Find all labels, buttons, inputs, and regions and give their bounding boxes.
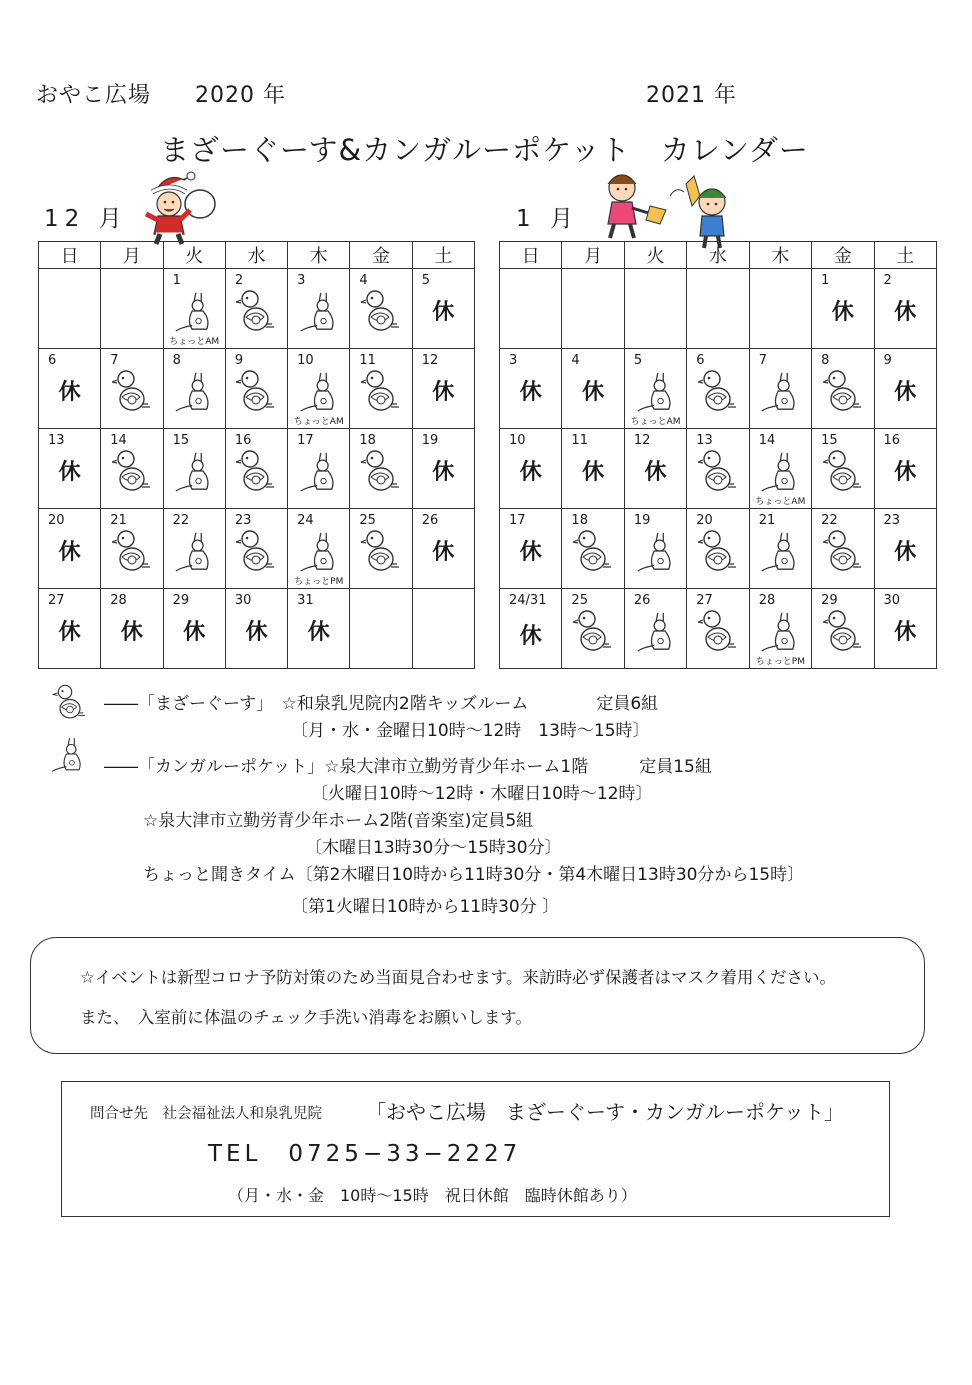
mother-goose-icon	[823, 367, 863, 415]
legend-kangaroo: ――「カンガルーポケット」☆泉大津市立勤労青少年ホーム1階 定員15組	[104, 757, 712, 777]
kangaroo-icon	[636, 367, 676, 415]
closed-mark: 休	[432, 540, 455, 565]
kids-illustration	[596, 166, 744, 250]
closed-mark: 休	[120, 620, 143, 645]
calendar-day-cell	[874, 429, 936, 509]
closed-mark: 休	[894, 540, 917, 565]
mother-goose-icon	[112, 447, 152, 495]
day-number: 8	[172, 353, 181, 368]
closed-mark: 休	[58, 620, 81, 645]
weekday-header: 日	[39, 242, 101, 269]
day-number: 11	[359, 353, 376, 368]
day-number: 4	[359, 273, 368, 288]
calendar-day-cell	[225, 509, 287, 589]
calendar-week-row	[39, 349, 475, 429]
mother-goose-icon	[361, 287, 401, 335]
calendar-day-cell	[812, 429, 874, 509]
calendar-day-cell	[288, 349, 350, 429]
day-number: 22	[172, 513, 190, 528]
legend-chotto-time-2: 〔第1火曜日10時から11時30分 〕	[291, 897, 560, 917]
weekday-header: 木	[749, 242, 811, 269]
calendar-day-cell	[687, 269, 749, 349]
weekday-header: 水	[687, 242, 749, 269]
closed-mark: 休	[307, 620, 330, 645]
calendar-day-cell	[624, 269, 686, 349]
legend-mother-goose-hours: 〔月・水・金曜日10時～12時 13時～15時〕	[291, 721, 650, 741]
calendar-day-cell	[624, 349, 686, 429]
calendar-day-cell	[562, 349, 624, 429]
day-number: 25	[359, 513, 376, 528]
closed-mark: 休	[894, 300, 917, 325]
day-number: 25	[571, 593, 588, 608]
calendar-day-cell	[225, 589, 287, 669]
closed-mark: 休	[432, 460, 455, 485]
day-number: 24/31	[509, 593, 547, 608]
mother-goose-icon	[361, 527, 401, 575]
kangaroo-icon	[299, 367, 339, 415]
calendar-day-cell	[562, 429, 624, 509]
weekday-header: 月	[562, 242, 624, 269]
day-number: 2	[883, 273, 892, 288]
mother-goose-icon	[573, 607, 613, 655]
calendar-day-cell	[500, 349, 562, 429]
day-number: 29	[172, 593, 190, 608]
closed-mark: 休	[432, 380, 455, 405]
kangaroo-icon	[636, 527, 676, 575]
calendar-day-cell	[562, 269, 624, 349]
calendar-day-cell	[687, 349, 749, 429]
day-number: 20	[48, 513, 65, 528]
day-number: 17	[509, 513, 526, 528]
calendar-week-row	[500, 589, 937, 669]
chotto-note: ちょっとPM	[755, 657, 805, 667]
mother-goose-icon	[698, 367, 738, 415]
day-number: 5	[633, 353, 643, 368]
mother-goose-icon	[698, 607, 738, 655]
day-number: 9	[883, 353, 892, 368]
day-number: 1	[172, 273, 181, 288]
mother-goose-icon	[50, 682, 90, 722]
calendar-day-cell	[624, 589, 686, 669]
mother-goose-icon	[823, 607, 863, 655]
weekday-header: 日	[500, 242, 562, 269]
kangaroo-icon	[636, 607, 676, 655]
day-number: 29	[821, 593, 838, 608]
mother-goose-icon	[112, 367, 152, 415]
closed-mark: 休	[894, 620, 917, 645]
notice-line-2: また、 入室前に体温のチェック手洗い消毒をお願いします。	[80, 1008, 532, 1027]
day-number: 23	[234, 513, 252, 528]
calendar-day-cell	[101, 269, 163, 349]
calendar-day-cell	[101, 429, 163, 509]
closed-mark: 休	[58, 380, 81, 405]
day-number: 28	[110, 593, 127, 608]
calendar-day-cell	[412, 509, 474, 589]
weekday-header: 火	[624, 242, 686, 269]
notice-box	[30, 937, 925, 1054]
calendar-day-cell	[500, 509, 562, 589]
contact-hours: （月・水・金 10時～15時 祝日休館 臨時休館あり）	[228, 1186, 637, 1205]
closed-mark: 休	[432, 300, 455, 325]
calendar-week-row	[500, 349, 937, 429]
kangaroo-icon	[760, 527, 800, 575]
day-number: 18	[359, 433, 376, 448]
mother-goose-icon	[236, 287, 276, 335]
calendar-day-cell	[39, 509, 101, 589]
calendar-day-cell	[624, 509, 686, 589]
calendar-day-cell	[225, 269, 287, 349]
calendar-day-cell	[874, 509, 936, 589]
calendar-day-cell	[874, 349, 936, 429]
calendar-day-cell	[350, 269, 412, 349]
org-name: おやこ広場	[36, 83, 152, 108]
calendar-day-cell	[288, 429, 350, 509]
closed-mark: 休	[245, 620, 268, 645]
kangaroo-icon	[760, 367, 800, 415]
day-number: 7	[110, 353, 119, 368]
calendar-day-cell	[101, 349, 163, 429]
weekday-header: 木	[288, 242, 350, 269]
day-number: 14	[758, 433, 776, 448]
kangaroo-icon	[174, 527, 214, 575]
day-number: 31	[297, 593, 314, 608]
day-number: 5	[421, 273, 430, 288]
calendar-day-cell	[163, 509, 225, 589]
calendar-day-cell	[749, 429, 811, 509]
calendar-week-row	[500, 509, 937, 589]
calendar-day-cell	[812, 589, 874, 669]
calendar-day-cell	[163, 589, 225, 669]
chotto-note: ちょっとAM	[630, 417, 681, 427]
calendar-day-cell	[101, 509, 163, 589]
kangaroo-icon	[174, 447, 214, 495]
header-org	[36, 78, 286, 109]
chotto-note: ちょっとAM	[293, 417, 344, 427]
closed-mark: 休	[894, 380, 917, 405]
calendar-week-row	[500, 269, 937, 349]
kangaroo-icon	[760, 607, 800, 655]
day-number: 8	[821, 353, 830, 368]
kangaroo-icon	[299, 447, 339, 495]
day-number: 19	[633, 513, 651, 528]
day-number: 15	[172, 433, 190, 448]
calendar-january	[499, 241, 937, 669]
calendar-day-cell	[39, 589, 101, 669]
calendar-day-cell	[412, 269, 474, 349]
day-number: 2	[234, 273, 244, 288]
closed-mark: 休	[644, 460, 667, 485]
kangaroo-icon	[299, 527, 339, 575]
month-label-january: 1 月	[516, 206, 579, 232]
day-number: 24	[297, 513, 314, 528]
day-number: 20	[696, 513, 713, 528]
legend-mother-goose: ――「まざーぐーす」 ☆和泉乳児院内2階キッズルーム 定員6組	[104, 694, 659, 714]
contact-tel: TEL 0725−33−2227	[208, 1141, 522, 1167]
calendar-day-cell	[350, 589, 412, 669]
day-number: 18	[571, 513, 588, 528]
closed-mark: 休	[519, 460, 542, 485]
day-number: 7	[758, 353, 767, 368]
closed-mark: 休	[58, 540, 81, 565]
calendar-day-cell	[163, 429, 225, 509]
mother-goose-icon	[573, 527, 613, 575]
day-number: 6	[696, 353, 705, 368]
calendar-day-cell	[562, 589, 624, 669]
calendar-day-cell	[39, 269, 101, 349]
page-title: まざーぐーす&カンガルーポケット カレンダー	[160, 133, 809, 167]
day-number: 9	[234, 353, 244, 368]
calendar-day-cell	[163, 349, 225, 429]
mother-goose-icon	[236, 367, 276, 415]
year-left: 2020 年	[195, 83, 286, 108]
day-number: 4	[571, 353, 580, 368]
mother-goose-icon	[823, 447, 863, 495]
calendar-day-cell	[500, 589, 562, 669]
day-number: 19	[421, 433, 439, 448]
calendar-day-cell	[101, 589, 163, 669]
calendar-day-cell	[225, 349, 287, 429]
mother-goose-icon	[236, 527, 276, 575]
mother-goose-icon	[361, 447, 401, 495]
chotto-note: ちょっとAM	[755, 497, 806, 507]
day-number: 26	[421, 513, 439, 528]
legend-chotto-time: ちょっと聞きタイム〔第2木曜日10時から11時30分・第4木曜日13時30分から15時〕	[143, 865, 805, 885]
day-number: 17	[297, 433, 314, 448]
calendar-week-row	[500, 429, 937, 509]
weekday-header: 金	[350, 242, 412, 269]
day-number: 13	[48, 433, 65, 448]
mother-goose-icon	[823, 527, 863, 575]
calendar-day-cell	[874, 589, 936, 669]
day-number: 22	[821, 513, 838, 528]
santa-illustration	[134, 168, 218, 248]
calendar-day-cell	[687, 589, 749, 669]
day-number: 26	[633, 593, 651, 608]
closed-mark: 休	[519, 624, 542, 649]
calendar-day-cell	[225, 429, 287, 509]
legend-kangaroo-hours: 〔火曜日10時～12時・木曜日10時～12時〕	[311, 784, 653, 804]
day-number: 3	[509, 353, 518, 368]
day-number: 3	[297, 273, 306, 288]
weekday-header: 月	[101, 242, 163, 269]
day-number: 30	[883, 593, 901, 608]
month-label-december: 12 月	[44, 206, 128, 232]
weekday-header: 水	[225, 242, 287, 269]
contact-label: 問合せ先 社会福祉法人和泉乳児院	[90, 1106, 322, 1122]
calendar-day-cell	[687, 429, 749, 509]
day-number: 21	[758, 513, 776, 528]
calendar-day-cell	[874, 269, 936, 349]
calendar-day-cell	[624, 429, 686, 509]
mother-goose-icon	[112, 527, 152, 575]
day-number: 10	[297, 353, 314, 368]
day-number: 16	[234, 433, 252, 448]
weekday-header: 土	[874, 242, 936, 269]
calendar-day-cell	[749, 269, 811, 349]
weekday-header: 火	[163, 242, 225, 269]
notice-line-1: ☆イベントは新型コロナ予防対策のため当面見合わせます。来訪時必ず保護者はマスク着用ください。	[80, 968, 836, 987]
closed-mark: 休	[183, 620, 206, 645]
calendar-day-cell	[562, 509, 624, 589]
day-number: 1	[821, 273, 830, 288]
kangaroo-icon	[299, 287, 339, 335]
calendar-day-cell	[812, 269, 874, 349]
calendar-day-cell	[288, 589, 350, 669]
day-number: 27	[696, 593, 713, 608]
calendar-day-cell	[412, 349, 474, 429]
day-number: 11	[571, 433, 588, 448]
calendar-day-cell	[39, 349, 101, 429]
day-number: 6	[48, 353, 57, 368]
calendar-day-cell	[350, 429, 412, 509]
day-number: 15	[821, 433, 838, 448]
day-number: 23	[883, 513, 901, 528]
day-number: 28	[758, 593, 776, 608]
legend-kangaroo-room2-hours: 〔木曜日13時30分～15時30分〕	[305, 838, 562, 858]
kangaroo-icon	[46, 735, 90, 773]
mother-goose-icon	[361, 367, 401, 415]
mother-goose-icon	[698, 447, 738, 495]
day-number: 13	[696, 433, 713, 448]
calendar-december	[38, 241, 475, 669]
contact-name: 「おやこ広場 まざーぐーす・カンガルーポケット」	[366, 1100, 844, 1124]
closed-mark: 休	[519, 380, 542, 405]
day-number: 12	[421, 353, 439, 368]
calendar-week-row	[39, 429, 475, 509]
closed-mark: 休	[831, 300, 854, 325]
day-number: 12	[633, 433, 651, 448]
day-number: 27	[48, 593, 65, 608]
calendar-day-cell	[500, 269, 562, 349]
day-number: 14	[110, 433, 127, 448]
kangaroo-icon	[174, 287, 214, 335]
calendar-day-cell	[288, 509, 350, 589]
chotto-note: ちょっとPM	[294, 577, 344, 587]
legend-kangaroo-room2: ☆泉大津市立勤労青少年ホーム2階(音楽室)定員5組	[143, 811, 534, 831]
mother-goose-icon	[236, 447, 276, 495]
calendar-day-cell	[350, 349, 412, 429]
day-number: 10	[509, 433, 526, 448]
calendar-day-cell	[412, 429, 474, 509]
chotto-note: ちょっとAM	[169, 337, 220, 347]
calendar-day-cell	[749, 509, 811, 589]
calendar-day-cell	[39, 429, 101, 509]
day-number: 16	[883, 433, 901, 448]
calendar-week-row	[39, 509, 475, 589]
calendar-day-cell	[412, 589, 474, 669]
day-number: 30	[234, 593, 252, 608]
day-number: 21	[110, 513, 127, 528]
closed-mark: 休	[519, 540, 542, 565]
calendar-week-row	[39, 589, 475, 669]
kangaroo-icon	[760, 447, 800, 495]
closed-mark: 休	[58, 460, 81, 485]
closed-mark: 休	[582, 380, 605, 405]
weekday-header: 土	[412, 242, 474, 269]
calendar-day-cell	[163, 269, 225, 349]
calendar-week-row	[39, 269, 475, 349]
calendar-day-cell	[749, 349, 811, 429]
calendar-day-cell	[350, 509, 412, 589]
calendar-day-cell	[812, 349, 874, 429]
mother-goose-icon	[698, 527, 738, 575]
weekday-header: 金	[812, 242, 874, 269]
year-right: 2021 年	[646, 83, 737, 108]
calendar-day-cell	[288, 269, 350, 349]
calendar-day-cell	[687, 509, 749, 589]
kangaroo-icon	[174, 367, 214, 415]
closed-mark: 休	[582, 460, 605, 485]
calendar-day-cell	[500, 429, 562, 509]
closed-mark: 休	[894, 460, 917, 485]
calendar-day-cell	[812, 509, 874, 589]
calendar-day-cell	[749, 589, 811, 669]
